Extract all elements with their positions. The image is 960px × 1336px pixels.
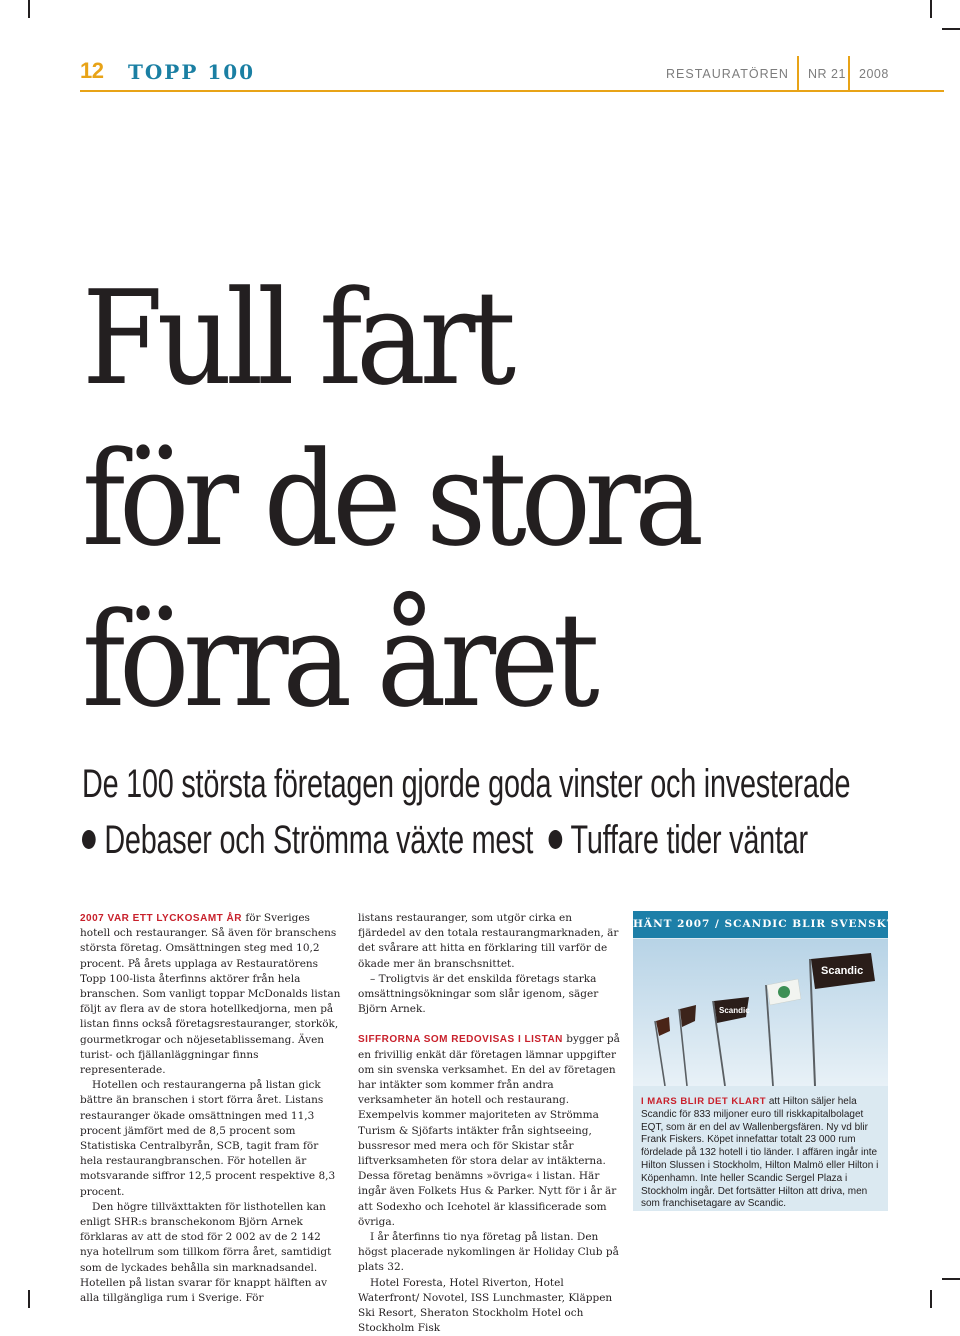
caption-lead-in: I MARS BLIR DET KLART xyxy=(641,1096,767,1107)
sidebar-title: HÄNT 2007 / SCANDIC BLIR SVENSKT IGEN xyxy=(633,911,888,938)
flags-photo xyxy=(633,939,888,1086)
deck-bullet-1: Debaser och Strömma växte mest xyxy=(104,818,534,862)
body-paragraph: Hotel Foresta, Hotel Riverton, Hotel Waterfront/ Novotel, ISS Lunchmaster, Kläppen Ski Resort, Sheraton Stockholm Hotel och Stockholm Fisk xyxy=(358,1276,613,1335)
headline xyxy=(82,258,698,741)
body-paragraph: I år återfinns tio nya företag på listan. Den högst placerade nykomlingen är Holiday Club på plats 32. xyxy=(358,1231,619,1274)
paragraph-lead-in: SIFFRORNA SOM REDOVISAS I LISTAN xyxy=(358,1034,563,1046)
crop-mark-top-right xyxy=(930,0,932,18)
flag-emblem-icon xyxy=(778,986,790,998)
sidebar-box xyxy=(633,911,936,1211)
bullet-icon xyxy=(548,830,562,849)
page-header xyxy=(80,56,944,94)
crop-mark-bottom-right xyxy=(930,1290,932,1308)
caption-text: att Hilton säljer hela Scandic för 833 miljoner euro till riskkapitalbolaget EQT, som är en del av Wallenbergsfären. Ny vd blir Frank Fiskers. Köpet innefattar totalt 23 000 rum fördelade på 132 hotell i tio länder. I affären ingår inte Hilton Slussen i Stockholm, Hilton Malmö eller Hilton i Köpenhamn. Inte heller Scandic Sergel Plaza i Stockholm ingår. Det fortsätter Hilton att driva, men som franchisetagare av Scandic. xyxy=(641,1096,879,1210)
headline-line-2: för de stora xyxy=(82,423,698,575)
paragraph-text: bygger på en frivillig enkät där företagen lämnar uppgifter om sin svenska verksamhet. En del av företagen har intäkter som kommer från andra verksamheter än hotell och restaurang. Exempelvis kommer majoriteten av Strömma Turism & Sjöfarts intäkter från sightseeing, bussresor med mera och för Skistar står liftverksamheten för stora delar av intäkterna. Dessa företag benämns »övriga« i listan. Här ingår även Folkets Hus & Parker. Nytt för i år är att Sodexho och Icehotel är klassificerade som övriga. xyxy=(358,1033,620,1228)
headline-line-3: förra året xyxy=(82,584,594,736)
page-number: 12 xyxy=(80,58,104,83)
crop-mark-right-upper xyxy=(942,28,960,30)
bullet-icon xyxy=(82,830,96,849)
header-divider-1 xyxy=(797,56,799,90)
section-title: TOPP 100 xyxy=(128,60,256,84)
crop-mark-top-left xyxy=(28,0,30,18)
body-paragraph xyxy=(80,911,342,1078)
deck-bullet-2: Tuffare tider väntar xyxy=(570,818,808,862)
caption-paragraph xyxy=(641,1096,883,1211)
crop-mark-right-lower xyxy=(942,1278,960,1280)
header-divider-2 xyxy=(848,56,850,90)
body-paragraph: Den högre tillväxttakten för listhotellen kan enligt SHR:s branschekonom Björn Arnek förklaras av att de stod för 2 002 av de 2 142 nya hotellrum som tillkom förra året, samtidigt som de lyckades behålla sin marknadsandel. Hotellen på listan svarar för knappt hälften av alla tillgängliga rum i Sverige. För xyxy=(80,1200,332,1305)
body-paragraph: Hotellen och restaurangerna på listan gick bättre än branschen i stort förra året. Listans restauranger ökade omsättningen med 11,3 procent jämfört med de 8,5 procent som Statistiska Centralbyrån, SCB, tagit fram för hela restaurangbranschen. För hotellen är motsvarande siffror 12,5 procent respektive 8,3 procent. xyxy=(80,1079,336,1198)
deck-line-2 xyxy=(82,816,808,864)
header-rule xyxy=(80,90,944,92)
body-column-2 xyxy=(358,911,620,1336)
flag-scandic-label-1: Scandic xyxy=(719,1006,750,1015)
body-paragraph: listans restauranger, som utgör cirka en fjärdedel av den totala restaurangmarknaden, är det svårare att hitta en förklaring till varför de ökade mer än branschsnittet. xyxy=(358,912,619,970)
flag-scandic-label-2: Scandic xyxy=(821,965,864,977)
crop-mark-bottom-left xyxy=(28,1290,30,1308)
body-column-1 xyxy=(80,911,342,1306)
paragraph-lead-in: 2007 VAR ETT LYCKOSAMT ÅR xyxy=(80,913,242,924)
paragraph-text: för Sveriges hotell och restauranger. Så även för branschens största företag. Omsättningen steg med 10,2 procent. På årets upplaga av Restauratörens Topp 100-lista återfinns aktörer från hela branschen. Som vanligt toppar McDonalds listan följt av flera av de stora hotellkedjorna, men på listan finns också företagsrestauranger, storkök, gourmetkrogar och nöjesetablissemang. Även turist- och fjällanläggningar finns representerade. xyxy=(80,912,341,1077)
headline-line-1: Full fart xyxy=(82,262,510,414)
body-paragraph: – Troligtvis är det enskilda företags starka omsättningsökningar som slår igenom, säger Björn Arnek. xyxy=(358,972,599,1016)
issue-year: 2008 xyxy=(859,67,889,81)
issue-number: NR 21 xyxy=(808,67,846,81)
photo-caption xyxy=(641,1096,883,1211)
deck-line-1: De 100 största företagen gjorde goda vinster och investerade xyxy=(82,762,851,806)
magazine-name: RESTAURATÖREN xyxy=(666,67,789,81)
body-paragraph xyxy=(358,1032,620,1230)
